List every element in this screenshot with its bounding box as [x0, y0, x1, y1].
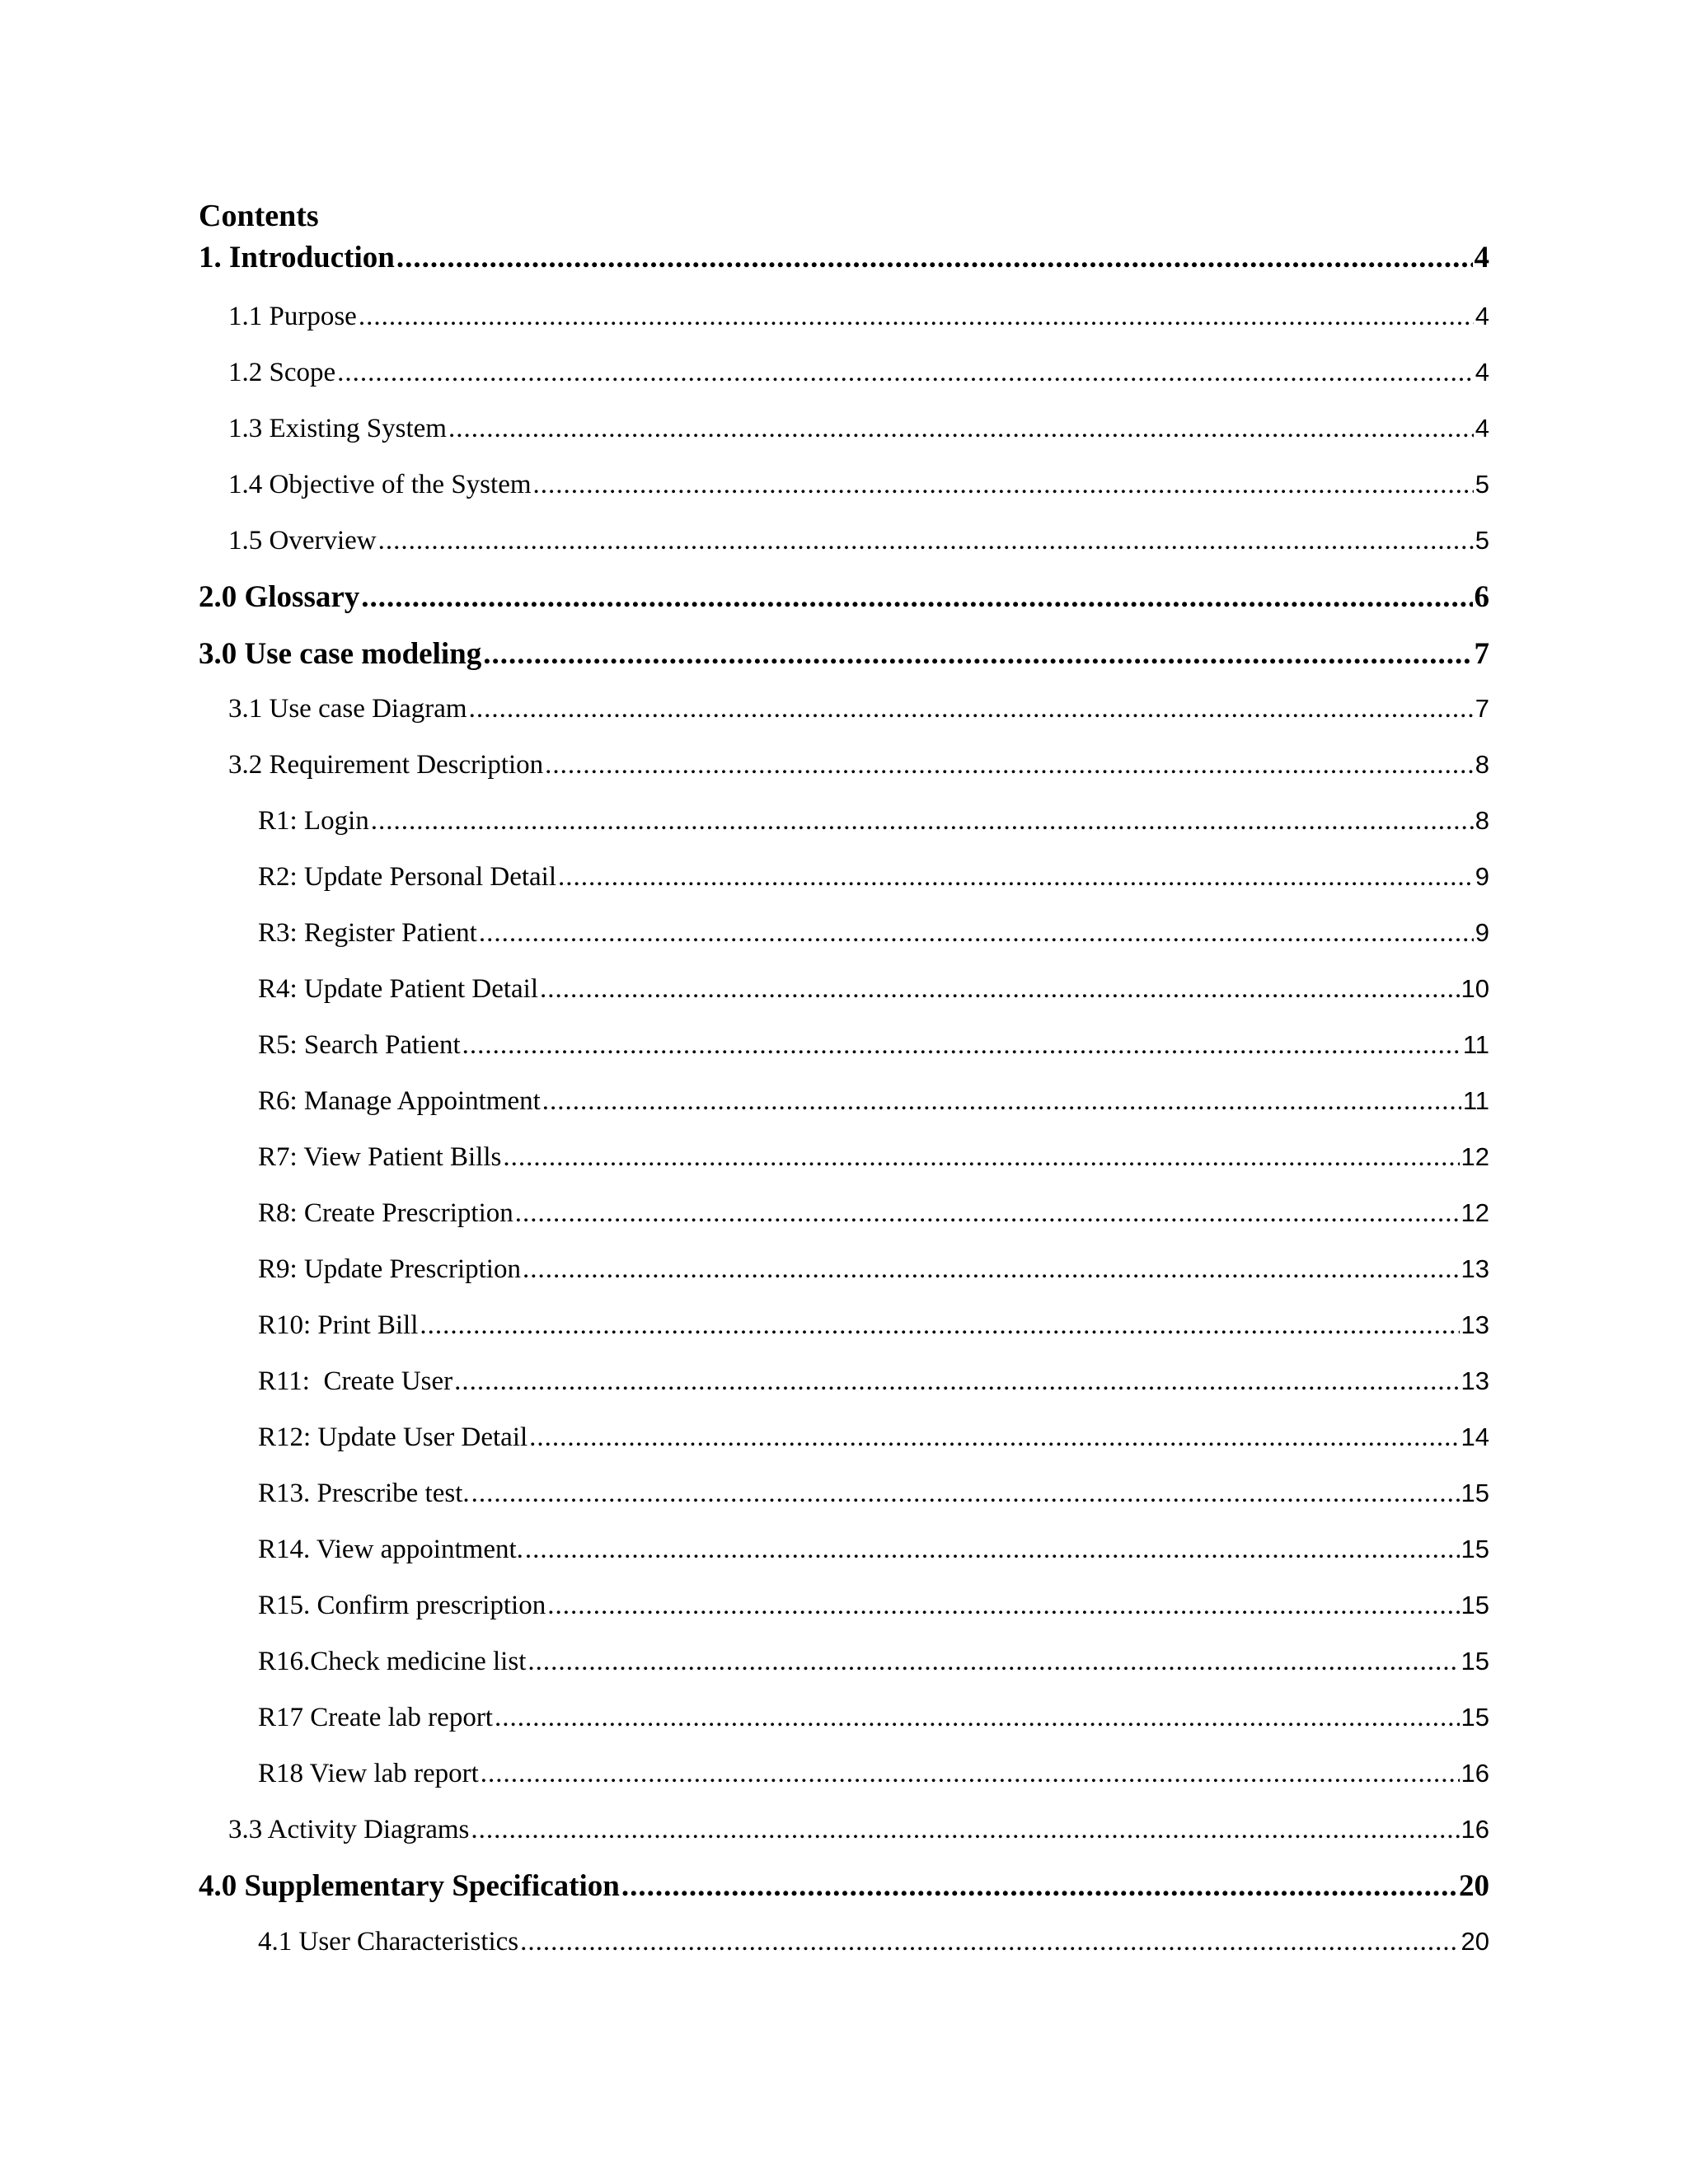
toc-entry-page-number: 9 — [1475, 862, 1489, 891]
toc-entry-title: 4.0 Supplementary Specification — [199, 1869, 620, 1903]
toc-entry-page-number: 9 — [1475, 918, 1489, 947]
toc-dot-leader — [528, 1643, 1459, 1680]
toc-entry[interactable] — [258, 1924, 1489, 1960]
toc-entry[interactable] — [258, 1083, 1489, 1119]
toc-entry[interactable] — [258, 1755, 1489, 1792]
toc-entry-title: R13. Prescribe test. — [258, 1479, 470, 1508]
toc-entry-title: R12: Update User Detail — [258, 1422, 528, 1452]
toc-dot-leader — [503, 1139, 1459, 1175]
toc-dot-leader — [396, 238, 1473, 278]
toc-entry[interactable] — [258, 1363, 1489, 1399]
toc-entry[interactable] — [199, 578, 1489, 617]
toc-entry[interactable] — [228, 410, 1489, 447]
toc-entry-title: R16.Check medicine list — [258, 1647, 527, 1676]
toc-entry-page-number: 15 — [1461, 1479, 1489, 1507]
toc-entry-page-number: 15 — [1461, 1647, 1489, 1675]
toc-entry-page-number: 11 — [1462, 1086, 1489, 1115]
toc-dot-leader — [378, 523, 1474, 559]
toc-entry[interactable] — [258, 803, 1489, 839]
toc-entry-title: R17 Create lab report — [258, 1703, 493, 1732]
toc-entry[interactable] — [258, 1195, 1489, 1231]
toc-dot-leader — [448, 410, 1474, 447]
toc-dot-leader — [371, 803, 1474, 839]
toc-entry[interactable] — [228, 298, 1489, 335]
toc-entry-title: R14. View appointment. — [258, 1535, 523, 1564]
toc-entry-title: R4: Update Patient Detail — [258, 974, 539, 1004]
toc-entry-page-number: 13 — [1461, 1366, 1489, 1395]
toc-entry[interactable] — [199, 1867, 1489, 1906]
toc-dot-leader — [361, 578, 1472, 617]
toc-dot-leader — [454, 1363, 1459, 1399]
toc-dot-leader — [471, 1475, 1460, 1511]
toc-entry-page-number: 11 — [1462, 1030, 1489, 1059]
toc-entry-page-number: 14 — [1461, 1422, 1489, 1451]
toc-entry-title: 3.0 Use case modeling — [199, 637, 482, 671]
toc-entry-page-number: 8 — [1475, 750, 1489, 779]
toc-entry[interactable] — [258, 1531, 1489, 1568]
toc-entry-title: 1.1 Purpose — [228, 302, 357, 331]
toc-entry-page-number: 15 — [1461, 1703, 1489, 1732]
toc-entry-title: 1.5 Overview — [228, 526, 377, 555]
toc-entry[interactable] — [258, 1475, 1489, 1511]
toc-entry-title: R2: Update Personal Detail — [258, 862, 557, 892]
toc-entry[interactable] — [228, 1811, 1489, 1848]
toc-dot-leader — [558, 859, 1474, 895]
toc-dot-leader — [469, 691, 1474, 727]
toc-entry[interactable] — [258, 915, 1489, 951]
toc-entry[interactable] — [199, 238, 1489, 278]
toc-entry-page-number: 12 — [1461, 1198, 1489, 1227]
toc-entry-page-number: 5 — [1475, 526, 1489, 555]
toc-dot-leader — [420, 1307, 1459, 1343]
toc-dot-leader — [481, 1755, 1460, 1792]
toc-entry-title: 1.3 Existing System — [228, 414, 447, 443]
toc-dot-leader — [483, 635, 1472, 674]
toc-entry-title: 2.0 Glossary — [199, 580, 360, 614]
toc-entry[interactable] — [228, 523, 1489, 559]
toc-entry[interactable] — [228, 466, 1489, 503]
toc-entry[interactable] — [258, 1643, 1489, 1680]
toc-entry-page-number: 13 — [1461, 1310, 1489, 1339]
toc-dot-leader — [523, 1251, 1460, 1287]
toc-dot-leader — [540, 971, 1460, 1007]
toc-entry-page-number: 4 — [1475, 302, 1489, 330]
toc-entry-page-number: 16 — [1461, 1815, 1489, 1844]
toc-entry[interactable] — [258, 1139, 1489, 1175]
toc-entry[interactable] — [258, 971, 1489, 1007]
toc-entry-title: R5: Search Patient — [258, 1030, 461, 1060]
toc-entry-page-number: 10 — [1461, 974, 1489, 1003]
toc-entry-page-number: 20 — [1459, 1869, 1489, 1903]
toc-dot-leader — [547, 1587, 1459, 1624]
toc-dot-leader — [529, 1419, 1459, 1455]
toc-entry-title: 4.1 User Characteristics — [258, 1927, 519, 1957]
toc-entry[interactable] — [258, 1419, 1489, 1455]
toc-entry-title: R9: Update Prescription — [258, 1254, 521, 1284]
toc-entry-title: R8: Create Prescription — [258, 1198, 513, 1228]
toc-entry-page-number: 15 — [1461, 1591, 1489, 1619]
toc-entry-page-number: 8 — [1475, 806, 1489, 835]
toc-entry-title: R3: Register Patient — [258, 918, 477, 948]
toc-dot-leader — [621, 1867, 1457, 1906]
toc-entry-title: R6: Manage Appointment — [258, 1086, 541, 1116]
toc-dot-leader — [359, 298, 1474, 335]
toc-entry-page-number: 5 — [1475, 470, 1489, 499]
toc-dot-leader — [495, 1699, 1460, 1736]
toc-dot-leader — [520, 1924, 1459, 1960]
toc-entry-page-number: 15 — [1461, 1535, 1489, 1563]
toc-entry-page-number: 6 — [1474, 580, 1489, 614]
toc-entry-title: 3.3 Activity Diagrams — [228, 1815, 470, 1844]
toc-entry-page-number: 7 — [1475, 694, 1489, 723]
toc-entry-page-number: 12 — [1461, 1142, 1489, 1171]
toc-entry-title: R15. Confirm prescription — [258, 1591, 546, 1620]
toc-entry[interactable] — [258, 1587, 1489, 1624]
toc-entry[interactable] — [258, 859, 1489, 895]
toc-entry-title: R18 View lab report — [258, 1759, 479, 1788]
toc-entry-page-number: 4 — [1475, 358, 1489, 387]
toc-dot-leader — [471, 1811, 1459, 1848]
toc-dot-leader — [545, 747, 1474, 783]
toc-entry-title: 3.1 Use case Diagram — [228, 694, 467, 724]
toc-dot-leader — [337, 354, 1474, 391]
toc-entry[interactable] — [228, 691, 1489, 727]
toc-entry[interactable] — [258, 1307, 1489, 1343]
toc-entry[interactable] — [228, 354, 1489, 391]
toc-entry[interactable] — [258, 1027, 1489, 1063]
toc-entry-title: 1. Introduction — [199, 241, 395, 274]
toc-entry-title: R7: View Patient Bills — [258, 1142, 502, 1172]
toc-entry-title: 1.4 Objective of the System — [228, 470, 532, 499]
toc-entry-page-number: 7 — [1474, 637, 1489, 671]
toc-entry-page-number: 13 — [1461, 1254, 1489, 1283]
toc-dot-leader — [479, 915, 1474, 951]
toc-entry-title: R1: Login — [258, 806, 369, 836]
toc-dot-leader — [542, 1083, 1461, 1119]
toc-entry-page-number: 4 — [1474, 241, 1489, 274]
toc-entry-page-number: 4 — [1475, 414, 1489, 443]
toc-dot-leader — [525, 1531, 1460, 1568]
toc-entry[interactable] — [258, 1699, 1489, 1736]
toc-entry-title: 3.2 Requirement Description — [228, 750, 544, 780]
toc-dot-leader — [515, 1195, 1460, 1231]
toc-entry-title: R10: Print Bill — [258, 1310, 419, 1340]
toc-entry[interactable] — [258, 1251, 1489, 1287]
toc-entry-title: 1.2 Scope — [228, 358, 336, 387]
toc-entry-page-number: 20 — [1461, 1927, 1489, 1956]
toc-entry[interactable] — [199, 635, 1489, 674]
toc-entry[interactable] — [228, 747, 1489, 783]
toc-heading: Contents — [199, 199, 319, 233]
toc-entry-page-number: 16 — [1461, 1759, 1489, 1788]
toc-dot-leader — [533, 466, 1474, 503]
toc-entry-title: R11: Create User — [258, 1366, 453, 1396]
toc-dot-leader — [462, 1027, 1461, 1063]
